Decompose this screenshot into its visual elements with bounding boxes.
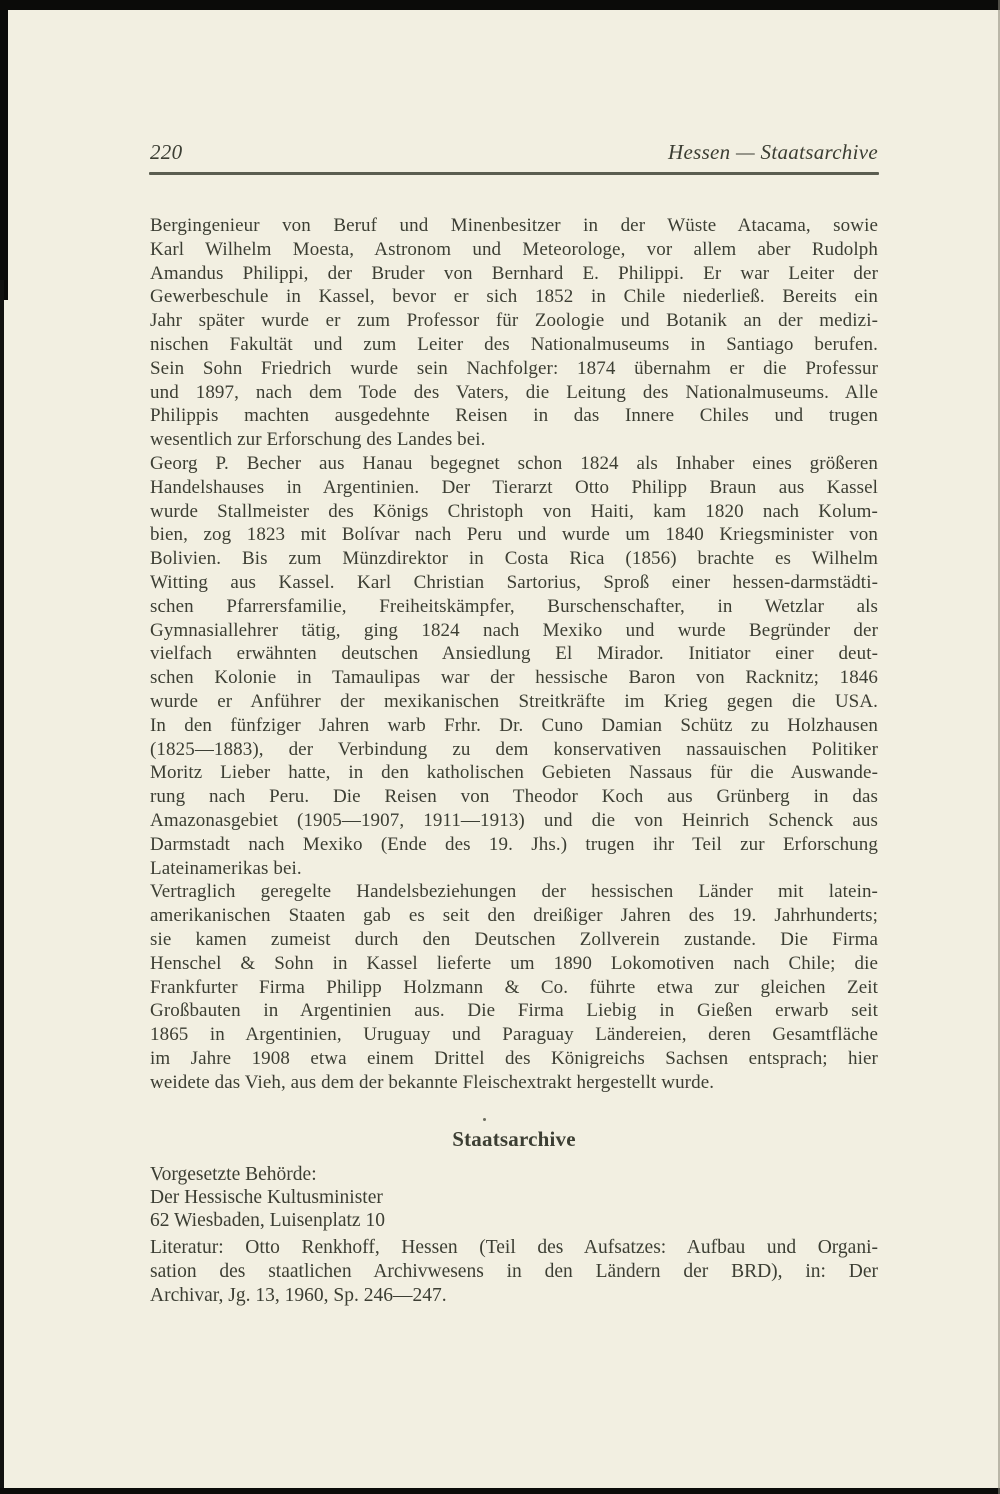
text-line: wurde Stallmeister des Königs Christoph von Haiti, kam 1820 nach Kolum- xyxy=(150,500,878,522)
text-line: Vorgesetzte Behörde: xyxy=(150,1164,317,1185)
header-rule xyxy=(149,172,879,175)
address-block xyxy=(150,1163,878,1232)
scan-edge-top xyxy=(0,0,1000,10)
text-line: amerikanischen Staaten gab es seit den dreißiger Jahren des 19. Jahrhunderts; xyxy=(150,905,878,927)
page-header xyxy=(150,140,878,165)
text-line: Sein Sohn Friedrich wurde sein Nachfolger: 1874 übernahm er die Professur xyxy=(150,357,878,379)
scan-speck-artifact xyxy=(483,1118,486,1121)
scan-edge-left-lower xyxy=(0,280,4,1494)
text-line: Gymnasiallehrer tätig, ging 1824 nach Mexiko und wurde Begründer der xyxy=(150,619,878,641)
text-line: Witting aus Kassel. Karl Christian Sartorius, Sproß einer hessen-darmstädti- xyxy=(150,571,878,593)
section-heading: Staatsarchive xyxy=(452,1127,576,1151)
text-line: Großbauten in Argentinien aus. Die Firma Liebig in Gießen erwarb seit xyxy=(150,1000,878,1022)
text-line: Jahr später wurde er zum Professor für Zoologie und Botanik an der medizi- xyxy=(150,310,878,332)
text-line: und 1897, nach dem Tode des Vaters, die Leitung des Nationalmuseums. Alle xyxy=(150,381,878,403)
text-line: Bergingenieur von Beruf und Minenbesitzer in der Wüste Atacama, sowie xyxy=(150,215,878,236)
text-line: 62 Wiesbaden, Luisenplatz 10 xyxy=(150,1210,385,1231)
text-line: Literatur: Otto Renkhoff, Hessen (Teil des Aufsatzes: Aufbau und Organi- xyxy=(150,1237,878,1258)
text-line: nischen Fakultät und zum Leiter des Nationalmuseums in Santiago berufen. xyxy=(150,333,878,355)
text-line: vielfach erwähnten deutschen Ansiedlung El Mirador. Initiator einer deut- xyxy=(150,643,878,665)
text-line: (1825—1883), der Verbindung zu dem konservativen nassauischen Politiker xyxy=(150,738,878,760)
text-line: wesentlich zur Erforschung des Landes bei. xyxy=(150,429,486,451)
text-line: Karl Wilhelm Moesta, Astronom und Meteorologe, vor allem aber Rudolph xyxy=(150,238,878,260)
text-line: im Jahre 1908 etwa einem Drittel des Königreichs Sachsen entsprach; hier xyxy=(150,1047,878,1069)
text-line: weidete das Vieh, aus dem der bekannte Fleischextrakt hergestellt wurde. xyxy=(150,1071,715,1093)
text-line: Amazonasgebiet (1905—1907, 1911—1913) und die von Heinrich Schenck aus xyxy=(150,809,878,831)
text-line: Gewerbeschule in Kassel, bevor er sich 1852 in Chile niederließ. Bereits ein xyxy=(150,286,878,308)
text-line: sie kamen zumeist durch den Deutschen Zollverein zustande. Die Firma xyxy=(150,928,878,950)
text-line: Bolivien. Bis zum Münzdirektor in Costa Rica (1856) brachte es Wilhelm xyxy=(150,548,878,570)
text-line: 1865 in Argentinien, Uruguay und Paraguay Ländereien, deren Gesamtfläche xyxy=(150,1024,878,1046)
text-line: sation des staatlichen Archivwesens in den Ländern der BRD), in: Der xyxy=(150,1260,878,1282)
text-line: Henschel & Sohn in Kassel lieferte um 1890 Lokomotiven nach Chile; die xyxy=(150,952,878,974)
text-line: wurde er Anführer der mexikanischen Streitkräfte im Krieg gegen die USA. xyxy=(150,690,878,712)
scan-edge-bottom xyxy=(0,1488,1000,1494)
text-line: Handelshauses in Argentinien. Der Tierarzt Otto Philipp Braun aus Kassel xyxy=(150,476,878,498)
text-line: In den fünfziger Jahren warb Frhr. Dr. Cuno Damian Schütz zu Holzhausen xyxy=(150,714,878,736)
text-line: rung nach Peru. Die Reisen von Theodor Koch aus Grünberg in das xyxy=(150,786,878,808)
text-line: Darmstadt nach Mexiko (Ende des 19. Jhs.) trugen ihr Teil zur Erforschung xyxy=(150,833,878,855)
scan-edge-left xyxy=(0,0,8,300)
text-line: schen Kolonie in Tamaulipas war der hessische Baron von Racknitz; 1846 xyxy=(150,667,878,689)
text-line: Moritz Lieber hatte, in den katholischen Gebieten Nassaus für die Auswande- xyxy=(150,762,878,784)
literature-block xyxy=(150,1236,878,1307)
text-line: schen Pfarrersfamilie, Freiheitskämpfer, Burschenschafter, in Wetzlar als xyxy=(150,595,878,617)
page-number: 220 xyxy=(150,140,183,164)
text-line: Der Hessische Kultusminister xyxy=(150,1187,383,1208)
text-line: Vertraglich geregelte Handelsbeziehungen der hessischen Länder mit latein- xyxy=(150,881,878,903)
text-line: Amandus Philippi, der Bruder von Bernhard E. Philippi. Er war Leiter der xyxy=(150,262,878,284)
text-line: Georg P. Becher aus Hanau begegnet schon 1824 als Inhaber eines größeren xyxy=(150,452,878,474)
body-text xyxy=(150,214,878,1094)
text-line: Archivar, Jg. 13, 1960, Sp. 246—247. xyxy=(150,1284,447,1306)
text-line: Frankfurter Firma Philipp Holzmann & Co. führte etwa zur gleichen Zeit xyxy=(150,976,878,998)
running-title: Hessen — Staatsarchive xyxy=(668,140,878,164)
text-line: Philippis machten ausgedehnte Reisen in das Innere Chiles und trugen xyxy=(150,405,878,427)
text-line: Lateinamerikas bei. xyxy=(150,857,302,879)
text-line: bien, zog 1823 mit Bolívar nach Peru und wurde um 1840 Kriegsminister von xyxy=(150,524,878,546)
